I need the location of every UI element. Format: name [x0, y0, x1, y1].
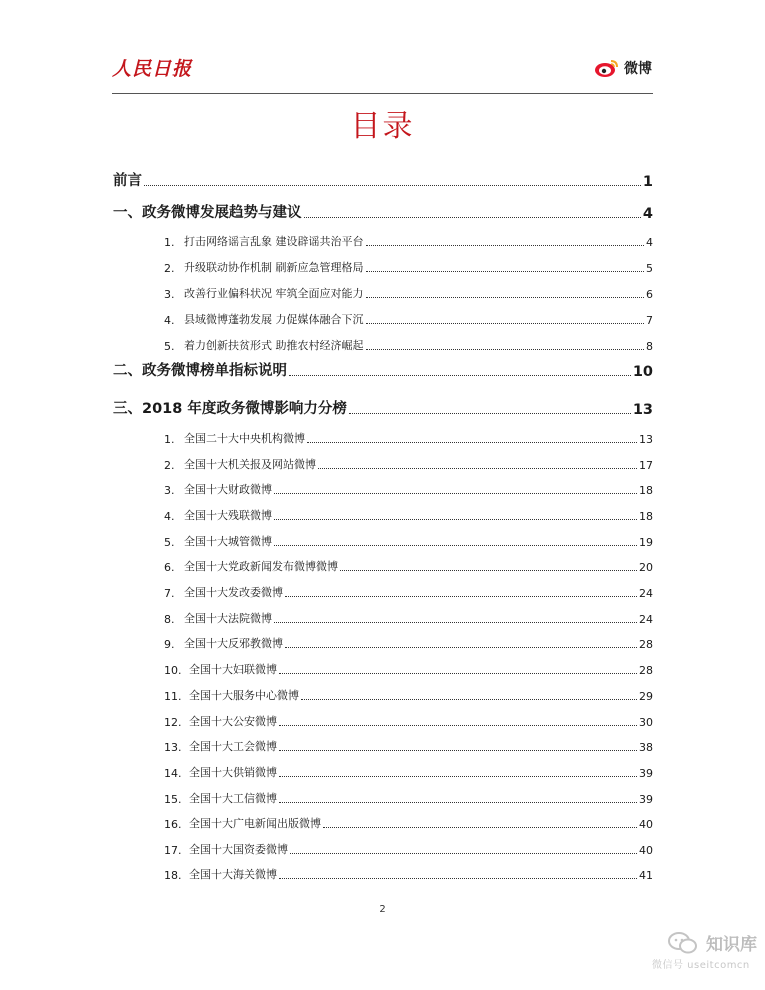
toc-entry[interactable] — [113, 507, 653, 523]
toc-entry-label: 县域微博蓬勃发展 力促媒体融合下沉 — [184, 313, 364, 326]
dot-leader — [366, 244, 645, 246]
dot-leader — [279, 877, 637, 879]
toc-entry-page: 30 — [639, 716, 653, 729]
toc-section[interactable] — [113, 358, 653, 380]
dot-leader — [285, 646, 637, 648]
toc-entry-page: 40 — [639, 818, 653, 831]
dot-leader — [366, 270, 645, 272]
toc-entry-number: 10. — [164, 664, 182, 677]
dot-leader — [340, 569, 637, 571]
dot-leader — [279, 775, 637, 777]
toc-section[interactable] — [113, 200, 653, 222]
toc-entry-number: 3. — [164, 484, 175, 497]
dot-leader — [279, 724, 637, 726]
toc-entry[interactable] — [113, 481, 653, 497]
toc-entry-page: 4 — [642, 206, 653, 222]
toc-entry-number: 1. — [164, 236, 175, 249]
toc-entry[interactable] — [113, 311, 653, 327]
toc-entry-label: 全国十大反邪教微博 — [184, 637, 283, 650]
weibo-icon — [594, 58, 620, 78]
toc-entry[interactable] — [113, 610, 653, 626]
toc-entry-label: 全国十大供销微博 — [189, 766, 277, 779]
toc-entry-page: 5 — [646, 262, 653, 275]
toc-entry-page: 1 — [642, 174, 653, 190]
toc-entry-number: 15. — [164, 793, 182, 806]
toc-entry-page: 17 — [639, 459, 653, 472]
toc-entry-label: 二、政务微博榜单指标说明 — [113, 363, 287, 379]
toc-entry-page: 24 — [639, 613, 653, 626]
toc-entry-label: 全国十大国资委微博 — [189, 843, 288, 856]
toc-entry-page: 19 — [639, 536, 653, 549]
toc-entry-number: 18. — [164, 869, 182, 882]
toc-entry[interactable] — [113, 661, 653, 677]
toc-entry-page: 10 — [632, 364, 653, 380]
dot-leader — [366, 296, 645, 298]
toc-entry[interactable] — [113, 841, 653, 857]
toc-entry-label: 全国十大服务中心微博 — [189, 689, 299, 702]
dot-leader — [274, 492, 637, 494]
dot-leader — [290, 852, 637, 854]
weibo-logo-text: 微博 — [624, 61, 652, 77]
toc-entry[interactable] — [113, 738, 653, 754]
toc-entry-number: 12. — [164, 716, 182, 729]
toc-entry-page: 28 — [639, 664, 653, 677]
page-title: 目录 — [350, 109, 415, 144]
dot-leader — [304, 216, 641, 218]
toc-entry-label: 三、2018 年度政务微博影响力分榜 — [113, 401, 347, 417]
toc-entry-page: 24 — [639, 587, 653, 600]
toc-entry-page: 13 — [632, 402, 653, 418]
toc-entry-label: 全国十大工会微博 — [189, 740, 277, 753]
dot-leader — [349, 412, 631, 414]
toc-section[interactable] — [113, 396, 653, 418]
toc-entry[interactable] — [113, 259, 653, 275]
toc-entry-number: 5. — [164, 340, 175, 353]
toc-entry[interactable] — [113, 635, 653, 651]
toc-entry[interactable] — [113, 815, 653, 831]
toc-entry[interactable] — [113, 687, 653, 703]
toc-entry-label: 一、政务微博发展趋势与建议 — [113, 205, 302, 221]
toc-entry-page: 20 — [639, 561, 653, 574]
dot-leader — [279, 672, 637, 674]
toc-entry[interactable] — [113, 790, 653, 806]
dot-leader — [279, 749, 637, 751]
toc-entry-number: 8. — [164, 613, 175, 626]
toc-entry-label: 全国十大城管微博 — [184, 535, 272, 548]
toc-entry-page: 8 — [646, 340, 653, 353]
header-divider — [112, 93, 653, 94]
toc-entry-label: 着力创新扶贫形式 助推农村经济崛起 — [184, 339, 364, 352]
toc-entry-page: 18 — [639, 484, 653, 497]
dot-leader — [274, 544, 637, 546]
toc-entry-label: 全国十大海关微博 — [189, 868, 277, 881]
toc-entry-page: 40 — [639, 844, 653, 857]
toc-entry-page: 38 — [639, 741, 653, 754]
toc-section[interactable] — [113, 168, 653, 190]
toc-entry-page: 39 — [639, 767, 653, 780]
toc-entry-label: 全国十大法院微博 — [184, 612, 272, 625]
dot-leader — [289, 374, 631, 376]
toc-entry-page: 41 — [639, 869, 653, 882]
dot-leader — [285, 595, 637, 597]
toc-entry[interactable] — [113, 337, 653, 353]
toc-entry-page: 29 — [639, 690, 653, 703]
toc-entry-label: 全国十大机关报及网站微博 — [184, 458, 316, 471]
toc-entry-page: 4 — [646, 236, 653, 249]
toc-entry-number: 11. — [164, 690, 182, 703]
page-number: 2 — [379, 904, 386, 915]
toc-entry-label: 全国二十大中央机构微博 — [184, 432, 305, 445]
dot-leader — [144, 184, 641, 186]
toc-entry-number: 6. — [164, 561, 175, 574]
toc-entry-label: 全国十大公安微博 — [189, 715, 277, 728]
toc-entry[interactable] — [113, 285, 653, 301]
toc-entry[interactable] — [113, 233, 653, 249]
toc-entry-number: 5. — [164, 536, 175, 549]
toc-entry-number: 3. — [164, 288, 175, 301]
toc-entry-label: 前言 — [113, 173, 142, 189]
weibo-logo — [594, 58, 652, 78]
dot-leader — [274, 621, 637, 623]
dot-leader — [301, 698, 637, 700]
toc-entry-number: 14. — [164, 767, 182, 780]
watermark-name: 知识库 — [706, 935, 757, 955]
toc-entry-number: 16. — [164, 818, 182, 831]
toc-entry-label: 全国十大财政微博 — [184, 483, 272, 496]
watermark-account: 微信号 useitcomcn — [652, 960, 750, 971]
toc-entry[interactable] — [113, 866, 653, 882]
toc-entry-label: 升级联动协作机制 刷新应急管理格局 — [184, 261, 364, 274]
toc-entry-label: 改善行业偏科状况 牢筑全面应对能力 — [184, 287, 364, 300]
toc-entry-label: 打击网络谣言乱象 建设辟谣共治平台 — [184, 235, 364, 248]
toc-entry[interactable] — [113, 558, 653, 574]
dot-leader — [323, 826, 637, 828]
dot-leader — [274, 518, 637, 520]
dot-leader — [307, 441, 637, 443]
people-daily-logo: 人民日报 — [112, 58, 193, 80]
toc-entry-page: 28 — [639, 638, 653, 651]
toc-entry-label: 全国十大工信微博 — [189, 792, 277, 805]
dot-leader — [279, 801, 637, 803]
toc-entry-number: 17. — [164, 844, 182, 857]
toc-entry-page: 6 — [646, 288, 653, 301]
wechat-icon — [668, 931, 698, 955]
toc-entry-page: 7 — [646, 314, 653, 327]
toc-entry-number: 1. — [164, 433, 175, 446]
toc-entry-number: 9. — [164, 638, 175, 651]
toc-entry-label: 全国十大妇联微博 — [189, 663, 277, 676]
dot-leader — [318, 467, 637, 469]
toc-entry[interactable] — [113, 584, 653, 600]
toc-entry[interactable] — [113, 713, 653, 729]
toc-entry-label: 全国十大党政新闻发布微博微博 — [184, 560, 338, 573]
dot-leader — [366, 348, 645, 350]
wechat-watermark — [668, 930, 757, 955]
toc-entry[interactable] — [113, 764, 653, 780]
toc-entry-number: 7. — [164, 587, 175, 600]
toc-entry-page: 13 — [639, 433, 653, 446]
toc-entry-number: 2. — [164, 262, 175, 275]
toc-entry-number: 2. — [164, 459, 175, 472]
toc-entry-page: 18 — [639, 510, 653, 523]
dot-leader — [366, 322, 645, 324]
toc-entry-label: 全国十大残联微博 — [184, 509, 272, 522]
toc-entry[interactable] — [113, 430, 653, 446]
toc-entry-page: 39 — [639, 793, 653, 806]
toc-entry-number: 4. — [164, 314, 175, 327]
toc-entry-label: 全国十大广电新闻出版微博 — [189, 817, 321, 830]
toc-entry-number: 4. — [164, 510, 175, 523]
toc-entry[interactable] — [113, 533, 653, 549]
toc-entry-label: 全国十大发改委微博 — [184, 586, 283, 599]
toc-entry[interactable] — [113, 456, 653, 472]
toc-entry-number: 13. — [164, 741, 182, 754]
